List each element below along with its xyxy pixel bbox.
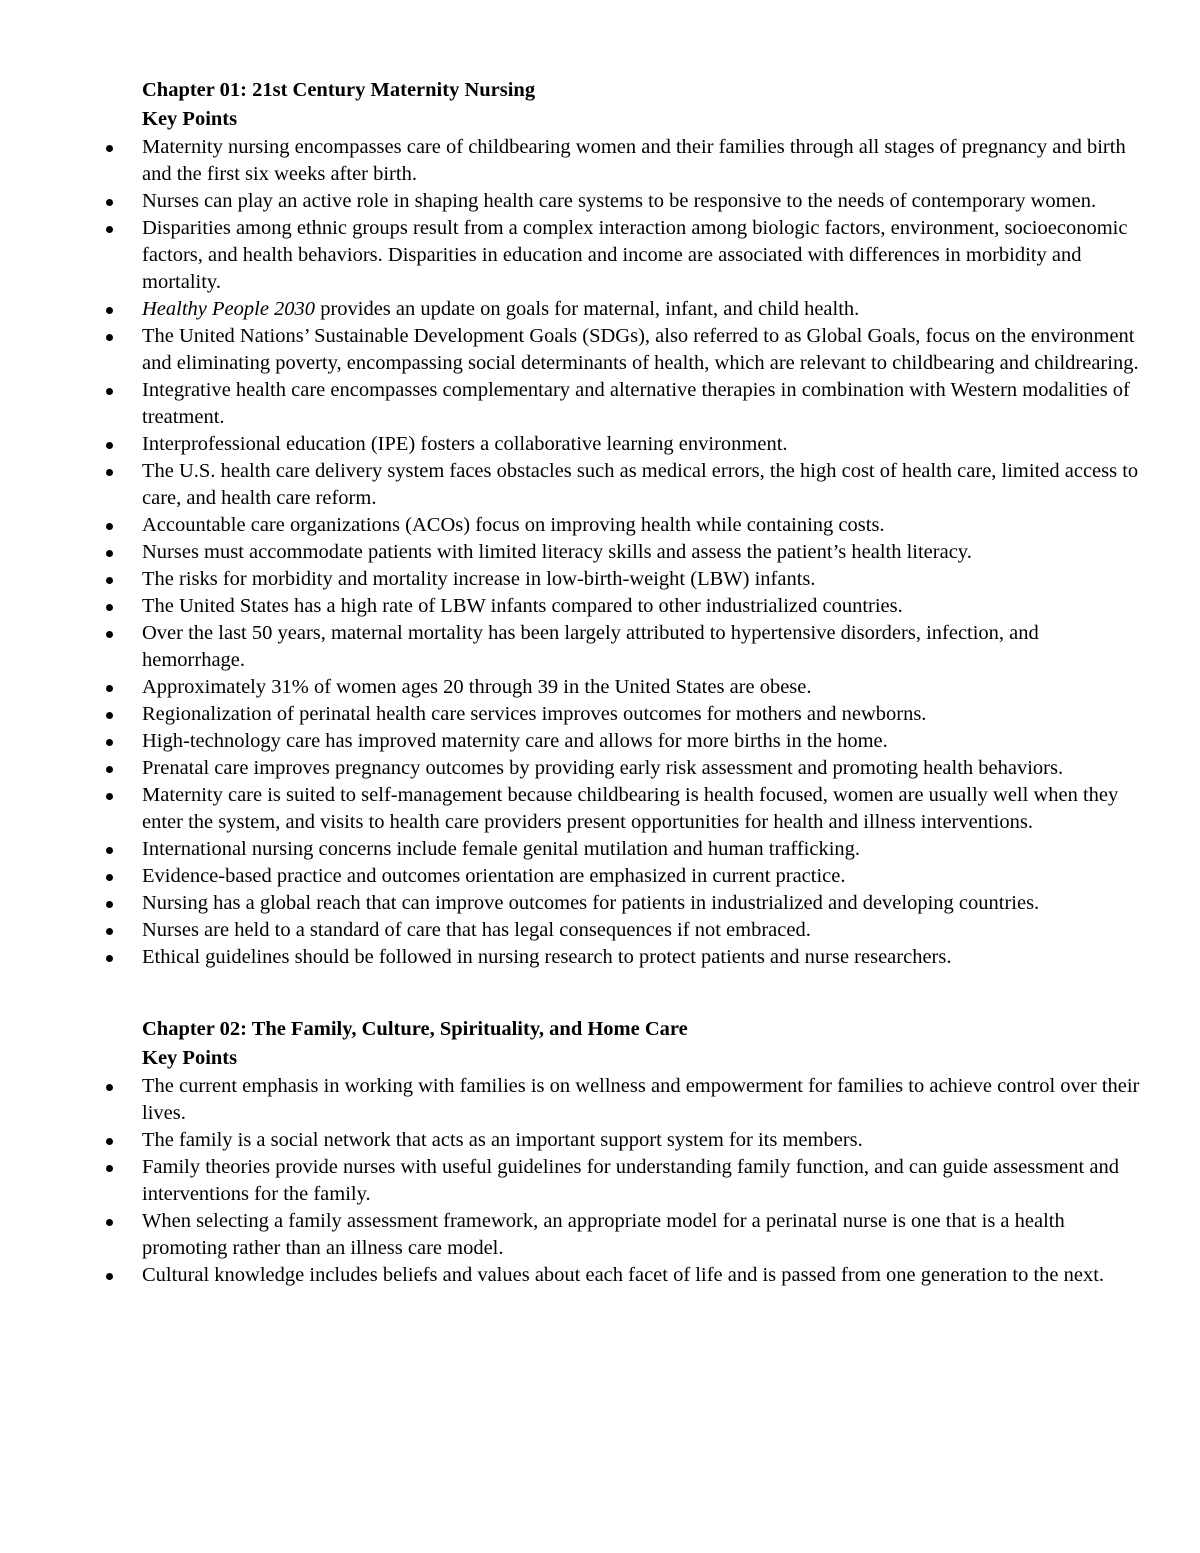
list-item-text: Nurses can play an active role in shaping health care systems to be responsive to the needs of contemporary women. [142,190,1097,212]
bullet-icon [106,307,113,314]
list-item-text: Nurses must accommodate patients with limited literacy skills and assess the patient’s health literacy. [142,541,972,563]
list-item [142,1262,1140,1289]
bullet-icon [106,469,113,476]
key-points-heading: Key Points [142,1047,238,1069]
bullet-icon [106,1219,113,1226]
list-item [142,863,1140,890]
list-item-text: When selecting a family assessment framework, an appropriate model for a perinatal nurse is one that is a health promoting rather than an illness care model. [142,1210,1065,1259]
list-item-text: Interprofessional education (IPE) fosters a collaborative learning environment. [142,433,788,455]
list-item-text: The risks for morbidity and mortality increase in low-birth-weight (LBW) infants. [142,568,816,590]
chapter-title: Chapter 01: 21st Century Maternity Nursing [142,79,536,101]
bullet-icon [106,1273,113,1280]
list-item-text: provides an update on goals for maternal, infant, and child health. [315,298,860,320]
list-item-text: Integrative health care encompasses complementary and alternative therapies in combination with Western modalities of treatment. [142,379,1130,428]
bullet-icon [106,550,113,557]
list-item [142,593,1140,620]
list-item-italic-text: Healthy People 2030 [142,298,316,320]
bullet-icon [106,685,113,692]
list-item [142,431,1140,458]
bullet-icon [106,226,113,233]
list-item [142,539,1140,566]
list-item-text: The United Nations’ Sustainable Development Goals (SDGs), also referred to as Global Goals, focus on the environment and eliminating poverty, encompassing social determinants of health, which are relevant to childbearing and childrearing. [142,325,1139,374]
list-item [142,782,1140,836]
bullet-icon [106,199,113,206]
list-item [142,458,1140,512]
list-item-text: Approximately 31% of women ages 20 through 39 in the United States are obese. [142,676,812,698]
list-item-text: The family is a social network that acts as an important support system for its members. [142,1129,863,1151]
list-item-text: Maternity nursing encompasses care of childbearing women and their families through all stages of pregnancy and birth and the first six weeks after birth. [142,136,1126,185]
bullet-icon [106,145,113,152]
bullet-icon [106,793,113,800]
list-item-text: Nurses are held to a standard of care that has legal consequences if not embraced. [142,919,811,941]
list-item-text: International nursing concerns include female genital mutilation and human trafficking. [142,838,861,860]
bullet-icon [106,631,113,638]
key-points-heading: Key Points [142,108,238,130]
list-item [142,296,1140,323]
list-item [142,134,1140,188]
list-item [142,944,1140,971]
bullet-icon [106,388,113,395]
bullet-icon [106,928,113,935]
list-item [142,377,1140,431]
bullet-icon [106,712,113,719]
bullet-icon [106,604,113,611]
list-item-text: Disparities among ethnic groups result from a complex interaction among biologic factors, environment, socioeconomic factors, and health behaviors. Disparities in education and income are associated with differences in morbidity and mortality. [142,217,1128,293]
list-item [142,890,1140,917]
list-item [142,620,1140,674]
bullet-icon [106,901,113,908]
chapter-02 [142,1015,1140,1289]
bullet-icon [106,442,113,449]
list-item-text: Regionalization of perinatal health care services improves outcomes for mothers and newborns. [142,703,927,725]
list-item [142,836,1140,863]
list-item [142,512,1140,539]
bullet-icon [106,847,113,854]
list-item-text: Family theories provide nurses with useful guidelines for understanding family function, and can guide assessment and interventions for the family. [142,1156,1119,1205]
list-item [142,323,1140,377]
list-item-text: The U.S. health care delivery system faces obstacles such as medical errors, the high cost of health care, limited access to care, and health care reform. [142,460,1139,509]
list-item [142,1208,1140,1262]
list-item-text: Cultural knowledge includes beliefs and values about each facet of life and is passed from one generation to the next. [142,1264,1105,1286]
list-item-text: Evidence-based practice and outcomes orientation are emphasized in current practice. [142,865,846,887]
list-item-text: Ethical guidelines should be followed in nursing research to protect patients and nurse researchers. [142,946,952,968]
list-item-text: Over the last 50 years, maternal mortality has been largely attributed to hypertensive disorders, infection, and hemorrhage. [142,622,1039,671]
chapter-title: Chapter 02: The Family, Culture, Spirituality, and Home Care [142,1018,688,1040]
list-item [142,215,1140,296]
bullet-icon [106,1165,113,1172]
key-points-list [142,134,1140,971]
bullet-icon [106,577,113,584]
list-item [142,755,1140,782]
chapter-01 [142,76,1140,971]
key-points-list [142,1073,1140,1289]
list-item [142,1073,1140,1127]
list-item-text: The current emphasis in working with families is on wellness and empowerment for families to achieve control over their lives. [142,1075,1140,1124]
bullet-icon [106,955,113,962]
list-item [142,701,1140,728]
bullet-icon [106,334,113,341]
list-item [142,1154,1140,1208]
list-item-text: Nursing has a global reach that can improve outcomes for patients in industrialized and developing countries. [142,892,1040,914]
bullet-icon [106,523,113,530]
list-item-text: Prenatal care improves pregnancy outcomes by providing early risk assessment and promoting health behaviors. [142,757,1064,779]
list-item-text: The United States has a high rate of LBW infants compared to other industrialized countries. [142,595,903,617]
list-item [142,566,1140,593]
bullet-icon [106,739,113,746]
bullet-icon [106,766,113,773]
list-item [142,674,1140,701]
bullet-icon [106,1084,113,1091]
bullet-icon [106,1138,113,1145]
list-item [142,917,1140,944]
list-item-text: Accountable care organizations (ACOs) focus on improving health while containing costs. [142,514,885,536]
list-item [142,728,1140,755]
list-item-text: Maternity care is suited to self-management because childbearing is health focused, women are usually well when they enter the system, and visits to health care providers present opportunities for health and illness interventions. [142,784,1119,833]
list-item [142,1127,1140,1154]
bullet-icon [106,874,113,881]
list-item-text: High-technology care has improved maternity care and allows for more births in the home. [142,730,888,752]
list-item [142,188,1140,215]
